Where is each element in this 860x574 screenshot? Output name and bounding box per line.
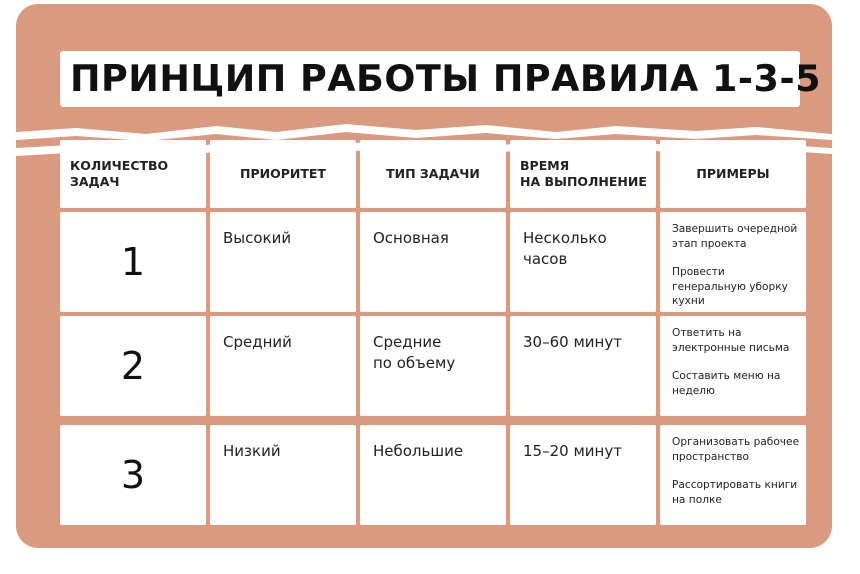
header-examples-label: ПРИМЕРЫ — [696, 166, 770, 181]
row-2-example-2-line-1: Составить меню на — [672, 370, 781, 382]
row-3-priority-value: Низкий — [223, 442, 281, 460]
row-1-example-2-line-3: кухни — [672, 295, 705, 307]
row-3-example-2-line-2: на полке — [672, 493, 722, 506]
row-2-count-value: 2 — [120, 344, 146, 388]
row-3-examples — [660, 425, 806, 525]
row-3-example-2-line-1: Рассортировать книги — [672, 479, 798, 491]
row-1-count — [60, 212, 206, 312]
row-3-count-value: 3 — [120, 453, 146, 497]
header-count-line-2: ЗАДАЧ — [70, 174, 120, 189]
row-2-example-2 — [672, 369, 800, 398]
torn-strip-upper — [16, 124, 832, 141]
row-3-type-line-1: Небольшие — [373, 442, 464, 460]
row-3-example-1-line-1: Организовать рабочее — [672, 436, 800, 448]
infographic-card — [16, 4, 832, 548]
row-1-examples — [660, 212, 806, 312]
header-task-type-label: ТИП ЗАДАЧИ — [386, 166, 480, 181]
row-2-type-line-2: по объему — [373, 354, 456, 372]
row-1-type — [360, 212, 506, 312]
row-3-count — [60, 425, 206, 525]
row-2-time-line-1: 30–60 минут — [523, 333, 622, 351]
header-task-type — [360, 140, 506, 208]
row-1-example-1-line-1: Завершить очередной — [672, 223, 798, 235]
page-title: ПРИНЦИП РАБОТЫ ПРАВИЛА 1-3-5 — [70, 57, 822, 100]
row-1-time-line-2: часов — [523, 250, 568, 268]
header-time — [510, 140, 656, 208]
row-3-example-2 — [672, 478, 800, 507]
row-2-type — [360, 316, 506, 416]
row-1-count-value: 1 — [120, 240, 146, 284]
row-2-example-2-line-2: неделю — [672, 384, 715, 397]
header-count — [60, 140, 206, 208]
header-priority-label: ПРИОРИТЕТ — [240, 166, 326, 181]
row-2-examples — [660, 316, 806, 416]
row-3-priority — [210, 425, 356, 525]
row-1-time-line-1: Несколько — [523, 229, 607, 247]
row-1-example-1 — [672, 222, 800, 251]
header-time-line-1: ВРЕМЯ — [520, 158, 570, 173]
header-priority — [210, 140, 356, 208]
row-2-type-line-1: Средние — [373, 333, 442, 351]
row-1-time — [510, 212, 656, 312]
header-time-line-2: НА ВЫПОЛНЕНИЕ — [520, 174, 647, 189]
row-1-example-2-line-2: генеральную уборку — [672, 280, 788, 293]
row-1-priority-value: Высокий — [223, 229, 292, 247]
title-box — [60, 51, 822, 107]
row-3-time — [510, 425, 656, 525]
row-1-example-1-line-2: этап проекта — [672, 237, 747, 250]
row-2-count — [60, 316, 206, 416]
row-3-example-1-line-2: пространство — [672, 450, 749, 463]
row-3-type — [360, 425, 506, 525]
row-1-example-2 — [672, 265, 800, 309]
header-count-line-1: КОЛИЧЕСТВО — [70, 158, 169, 173]
row-2-priority — [210, 316, 356, 416]
row-2-example-1 — [672, 326, 800, 355]
row-2-priority-value: Средний — [223, 333, 292, 351]
row-2-example-1-line-2: электронные письма — [672, 341, 790, 354]
row-3-time-line-1: 15–20 минут — [523, 442, 622, 460]
row-1-type-line-1: Основная — [373, 229, 449, 247]
row-2-example-1-line-1: Ответить на — [672, 327, 742, 339]
row-3-example-1 — [672, 435, 800, 464]
row-1-priority — [210, 212, 356, 312]
row-1-example-2-line-1: Провести — [672, 266, 725, 278]
row-2-time — [510, 316, 656, 416]
header-examples — [660, 140, 806, 208]
